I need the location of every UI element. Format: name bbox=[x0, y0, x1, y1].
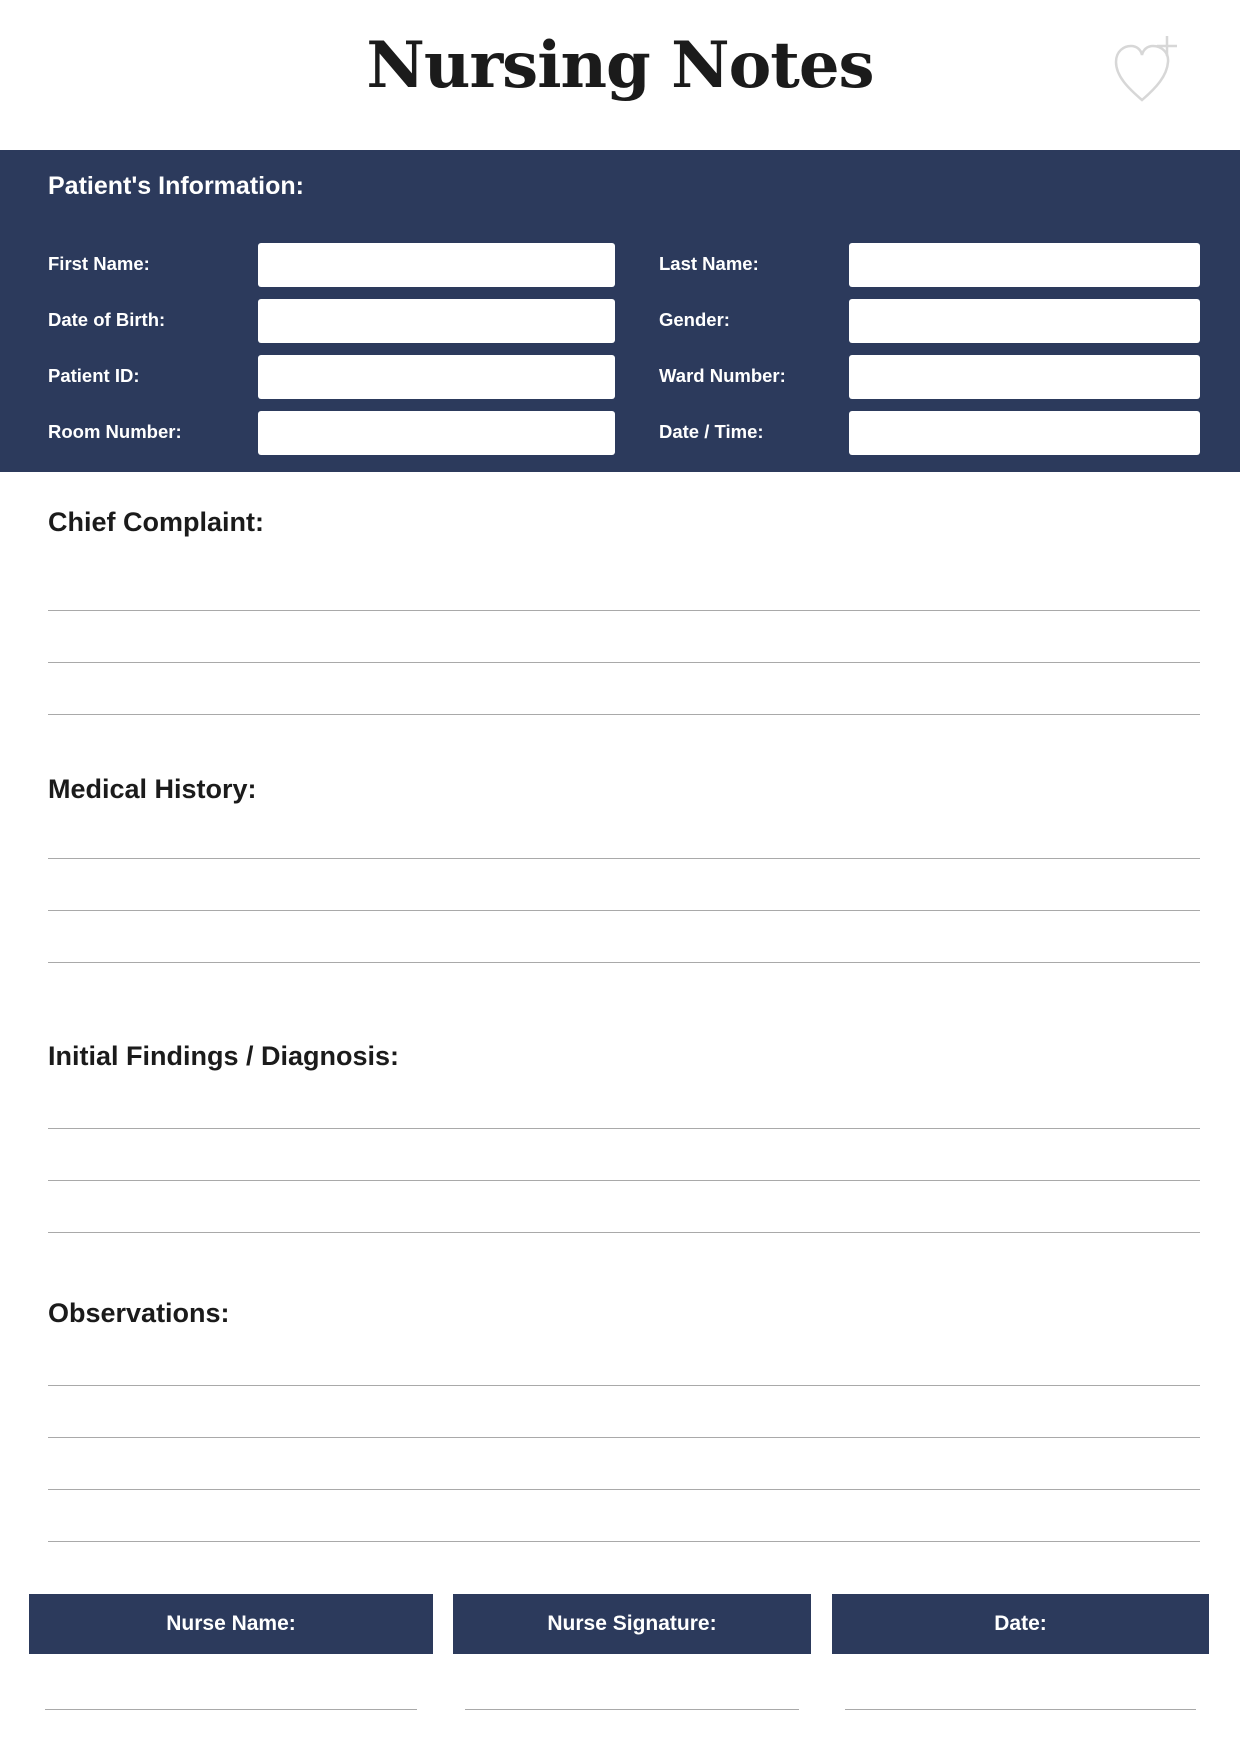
date-header: Date: bbox=[832, 1594, 1209, 1654]
nurse-name-signature-line[interactable] bbox=[45, 1709, 417, 1710]
writing-line[interactable] bbox=[48, 1489, 1200, 1490]
patient-info-heading: Patient's Information: bbox=[48, 172, 304, 200]
initial-findings-heading: Initial Findings / Diagnosis: bbox=[48, 1041, 400, 1071]
date-signature-line[interactable] bbox=[845, 1709, 1196, 1710]
date-of-birth-label: Date of Birth: bbox=[48, 309, 166, 330]
gender-field[interactable] bbox=[849, 299, 1200, 343]
ward-number-label: Ward Number: bbox=[659, 365, 786, 386]
observations-heading: Observations: bbox=[48, 1298, 230, 1328]
writing-line[interactable] bbox=[48, 662, 1200, 663]
last-name-field[interactable] bbox=[849, 243, 1200, 287]
writing-line[interactable] bbox=[48, 1180, 1200, 1181]
writing-line[interactable] bbox=[48, 858, 1200, 859]
first-name-field[interactable] bbox=[258, 243, 615, 287]
medical-history-heading: Medical History: bbox=[48, 774, 257, 804]
writing-line[interactable] bbox=[48, 1385, 1200, 1386]
writing-line[interactable] bbox=[48, 962, 1200, 963]
nurse-name-header: Nurse Name: bbox=[29, 1594, 433, 1654]
writing-line[interactable] bbox=[48, 610, 1200, 611]
room-number-field[interactable] bbox=[258, 411, 615, 455]
first-name-label: First Name: bbox=[48, 253, 150, 274]
writing-line[interactable] bbox=[48, 1541, 1200, 1542]
writing-line[interactable] bbox=[48, 1437, 1200, 1438]
writing-line[interactable] bbox=[48, 910, 1200, 911]
patient-id-field[interactable] bbox=[258, 355, 615, 399]
nurse-signature-header: Nurse Signature: bbox=[453, 1594, 811, 1654]
date-time-label: Date / Time: bbox=[659, 421, 764, 442]
nurse-signature-line[interactable] bbox=[465, 1709, 799, 1710]
writing-line[interactable] bbox=[48, 1128, 1200, 1129]
last-name-label: Last Name: bbox=[659, 253, 759, 274]
date-time-field[interactable] bbox=[849, 411, 1200, 455]
writing-line[interactable] bbox=[48, 1232, 1200, 1233]
page-title: Nursing Notes bbox=[366, 28, 874, 103]
heart-plus-icon bbox=[1112, 34, 1180, 108]
writing-line[interactable] bbox=[48, 714, 1200, 715]
date-of-birth-field[interactable] bbox=[258, 299, 615, 343]
ward-number-field[interactable] bbox=[849, 355, 1200, 399]
gender-label: Gender: bbox=[659, 309, 730, 330]
chief-complaint-heading: Chief Complaint: bbox=[48, 507, 264, 537]
patient-id-label: Patient ID: bbox=[48, 365, 140, 386]
patient-information-panel bbox=[0, 150, 1240, 472]
room-number-label: Room Number: bbox=[48, 421, 182, 442]
